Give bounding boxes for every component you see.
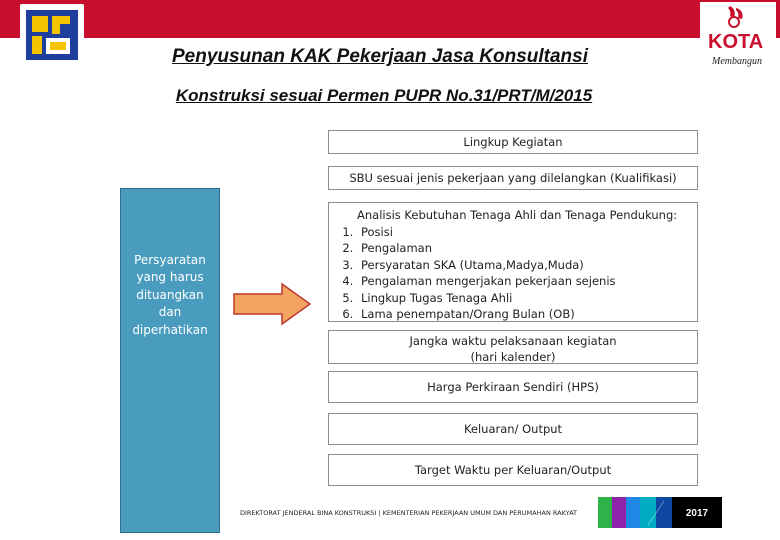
hps-label: Harga Perkiraan Sendiri (HPS)	[427, 380, 599, 394]
duration-line2: (hari kalender)	[470, 350, 556, 364]
hps-box	[328, 371, 698, 403]
list-item: 4. Pengalaman mengerjakan pekerjaan sejenis	[357, 273, 691, 290]
output-label: Keluaran/ Output	[463, 422, 563, 436]
right-arrow-icon	[232, 282, 312, 326]
scope-label: Lingkup Kegiatan	[463, 135, 563, 149]
sbu-label: SBU sesuai jenis pekerjaan yang dilelangkan (Kualifikasi)	[349, 171, 677, 185]
target-box	[328, 454, 698, 486]
kota-logo-text: KOTA	[708, 31, 764, 53]
list-item: 5. Lingkup Tugas Tenaga Ahli	[357, 290, 691, 307]
requirements-text: Persyaratan yang harus dituangkan dan diperhatikan	[132, 252, 208, 337]
list-item: 2. Pengalaman	[357, 240, 691, 257]
experts-list	[335, 224, 691, 323]
scope-box	[328, 130, 698, 154]
list-item: 3. Persyaratan SKA (Utama,Madya,Muda)	[357, 257, 691, 274]
page-title: Penyusunan KAK Pekerjaan Jasa Konsultansi	[171, 46, 589, 67]
kota-logo-tagline: Membangun	[712, 56, 762, 67]
experts-heading: Analisis Kebutuhan Tenaga Ahli dan Tenaga Pendukung:	[357, 208, 678, 222]
duration-line1: Jangka waktu pelaksanaan kegiatan	[409, 334, 617, 348]
list-item: 6. Lama penempatan/Orang Bulan (OB)	[357, 306, 691, 323]
page-subtitle: Konstruksi sesuai Permen PUPR No.31/PRT/M/2015	[175, 86, 593, 105]
target-label: Target Waktu per Keluaran/Output	[414, 463, 612, 477]
header-red-bar	[0, 0, 780, 38]
duration-box	[328, 330, 698, 364]
requirements-box	[120, 188, 220, 533]
sbu-box	[328, 166, 698, 190]
list-item: 1. Posisi	[357, 224, 691, 241]
footer-year: 2017	[685, 507, 709, 519]
experts-box	[328, 202, 698, 322]
output-box	[328, 413, 698, 445]
footer-org: DIREKTORAT JENDERAL BINA KONSTRUKSI | KEMENTERIAN PEKERJAAN UMUM DAN PERUMAHAN RAKYAT	[240, 509, 577, 517]
